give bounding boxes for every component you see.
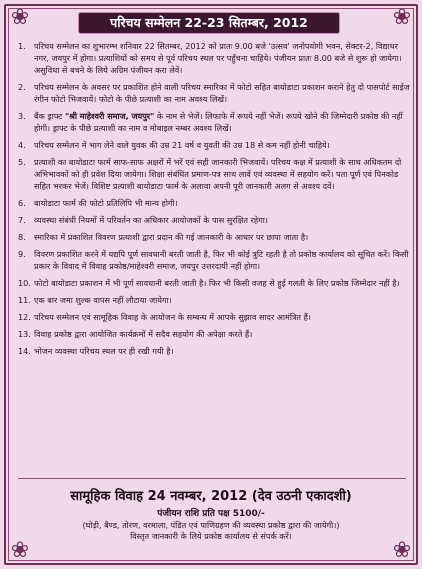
item-number: 11. xyxy=(18,295,31,305)
mass-wedding-title: सामूहिक विवाह 24 नवम्बर, 2012 (देव उठनी एकादशी) xyxy=(70,489,352,504)
item-text xyxy=(34,110,410,134)
item-text-pre: बैंक ड्राफ्ट xyxy=(34,111,65,121)
item-text: प्रत्याशी का बायोडाटा फार्म साफ-साफ अक्षरों में भरें एवं सही जानकारी भिजवायें। परिचय कक्ष में प्रत्याशी के साथ अधिकतम दो अभिभावकों को ही प्रवेश दिया जायेगा। शिक्षा संबंधित प्रमाण-पत्र साथ लावें एवं व्यवस्था में सहयोग करें। पता पूर्ण एवं पिनकोड सहित भरकर भेजें। विशिष्ट प्रत्याशी बायोडाटा फार्म के अलावा अपनी पूरी जानकारी अलग से अवश्य दवें। xyxy=(34,157,402,191)
item-text: भोजन व्यवस्था परिचय स्थल पर ही रखी गयी है। xyxy=(34,346,174,356)
corner-ornament-icon: ❀ xyxy=(10,5,30,30)
list-item xyxy=(18,197,410,209)
list-item xyxy=(18,81,410,105)
corner-ornament-icon: ❀ xyxy=(392,538,412,563)
item-text: विवरण प्रकाशित करने में यद्यपि पूर्ण सावधानी बरती जाती है, फिर भी कोई त्रुटि रहती है तो प्रकोष्ठ कार्यालय को सूचित करें। किसी प्रकार के विवाद में विवाह प्रकोष्ठ/माहेश्वरी समाज, जयपुर उत्तरदायी नहीं होगा। xyxy=(34,249,409,271)
corner-ornament-icon: ❀ xyxy=(10,538,30,563)
list-item xyxy=(18,231,410,243)
item-text: परिचय सम्मेलन के अवसर पर प्रकाशित होने वाली परिचय स्मारिका में फोटो सहित बायोडाटा प्रकाशन कराने हेतु दो पासपोर्ट साईज रंगीन फोटो भिजवायें। फोटो के पीछे प्रत्याशी का नाम अवश्य लिखें। xyxy=(34,82,410,104)
list-item xyxy=(18,277,410,289)
item-number: 10. xyxy=(18,278,31,288)
list-item xyxy=(18,40,410,76)
item-text: परिचय सम्मेलन एवं सामूहिक विवाह के आयोजन के सम्बन्ध में आपके सुझाव सादर आमंत्रित हैं। xyxy=(34,312,311,322)
section-divider xyxy=(18,478,406,479)
list-item xyxy=(18,294,410,306)
item-text: स्मारिका में प्रकाशित विवरण प्रत्याशी द्वारा प्रदान की गई जानकारी के आधार पर छापा जाता है। xyxy=(34,232,309,242)
list-item xyxy=(18,328,410,340)
item-text: परिचय सम्मेलन का शुभारम्भ शनिवार 22 सितम्बर, 2012 को प्रातः 9.00 बजे 'उत्सव' जनोपयोगी भवन, सेक्टर-2, विद्याधर नगर, जयपुर में होगा। प्रत्याशियों को समय से पूर्व परिचय स्थल पर पहुँचना चाहिये। पंजीयन प्रातः 8.00 बजे से शुरू हो जायेगा। असुविधा से बचने के लिये अग्रिम पंजीयन करा लेवें। xyxy=(34,41,402,75)
item-number: 8. xyxy=(18,232,26,242)
item-text: व्यवस्था संबंधी नियमों में परिवर्तन का अधिकार आयोजकों के पास सुरक्षित रहेगा। xyxy=(34,215,268,225)
item-number: 6. xyxy=(18,198,26,208)
item-text: परिचय सम्मेलन में भाग लेने वाले युवक की उम्र 21 वर्ष व युवती की उम्र 18 से कम नहीं होनी चाहिये। xyxy=(34,140,330,150)
item-number: 13. xyxy=(18,329,31,339)
list-item xyxy=(18,248,410,272)
item-number: 5. xyxy=(18,157,26,167)
item-number: 9. xyxy=(18,249,26,259)
item-number: 1. xyxy=(18,41,26,51)
footer-notes xyxy=(30,520,392,542)
page-title: परिचय सम्मेलन 22-23 सितम्बर, 2012 xyxy=(78,12,340,34)
contact-note: विस्तृत जानकारी के लिये प्रकोष्ठ कार्यालय से संपर्क करें। xyxy=(130,531,292,541)
item-text-bold: "श्री माहेश्वरी समाज, जयपुर" xyxy=(64,111,155,121)
item-number: 12. xyxy=(18,312,31,322)
item-text: बायोडाटा फार्म की फोटो प्रतिलिपि भी मान्य होगी। xyxy=(34,198,178,208)
list-item xyxy=(18,214,410,226)
rules-list xyxy=(18,40,410,362)
list-item xyxy=(18,345,410,357)
corner-ornament-icon: ❀ xyxy=(392,5,412,30)
arrangement-note: (घोड़ी, बैण्ड, तोरण, वरमाला, पंडित एवं पाणिग्रहण की व्यवस्था प्रकोष्ठ द्वारा की जायेगी।) xyxy=(82,520,340,530)
item-number: 7. xyxy=(18,215,26,225)
list-item xyxy=(18,110,410,134)
item-text: विवाह प्रकोष्ठ द्वारा आयोजित कार्यक्रमों में सदैव सहयोग की अपेक्षा करते हैं। xyxy=(34,329,253,339)
item-number: 4. xyxy=(18,140,26,150)
list-item xyxy=(18,156,410,192)
item-text-post: के नाम से भेजें। लिफाफे में रूपये नहीं भेजें। रूपये खोने की जिम्मेदारी प्रकोष्ठ की नहीं होगी। ड्राफ्ट के पीछे प्रत्याशी का नाम व मोबाइल नम्बर अवश्य लिखें। xyxy=(34,111,403,133)
item-number: 14. xyxy=(18,346,31,356)
registration-fee: पंजीयन राशि प्रति पक्ष 5100/- xyxy=(157,509,265,519)
item-number: 2. xyxy=(18,82,26,92)
item-number: 3. xyxy=(18,111,26,121)
item-text: फोटो बायोडाटा प्रकाशन में भी पूर्ण सावधानी बरती जाती है। फिर भी किसी वजह से हुई गलती के लिए प्रकोष्ठ जिम्मेदार नहीं है। xyxy=(34,278,400,288)
list-item xyxy=(18,139,410,151)
item-text: एक बार जमा शुल्क वापस नहीं लौटाया जायेगा। xyxy=(34,295,172,305)
list-item xyxy=(18,311,410,323)
